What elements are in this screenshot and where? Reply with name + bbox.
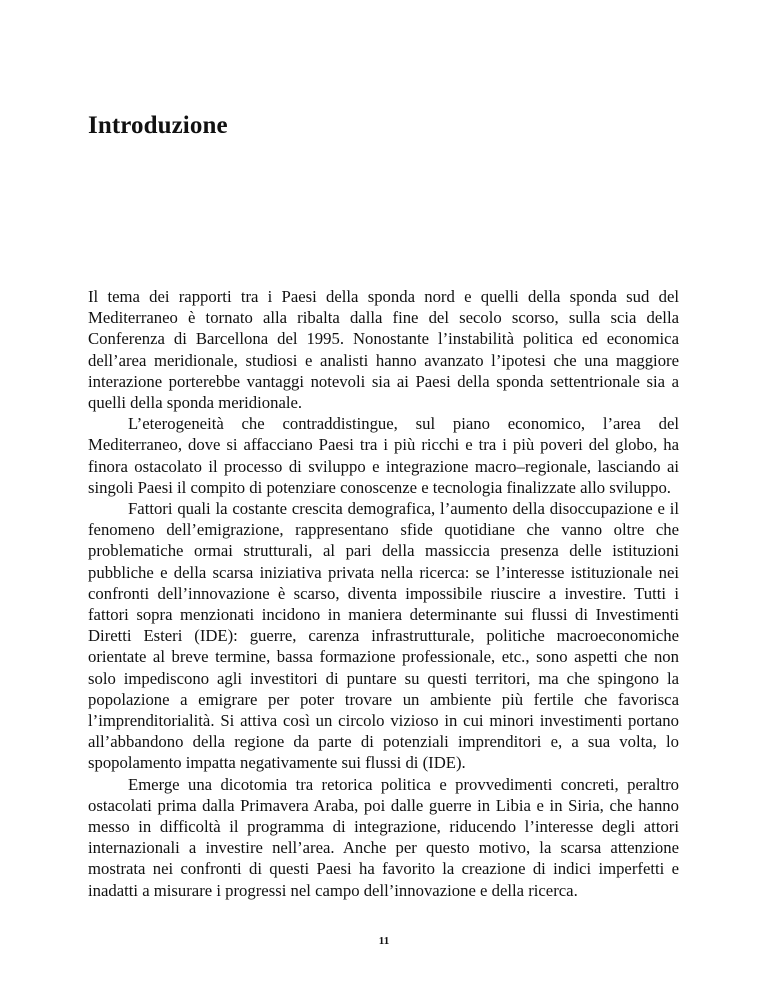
paragraph-4: Emerge una dicotomia tra retorica politica e provvedimenti concreti, peraltro ostacolati prima dalla Primavera Araba, poi dalle guerre in Libia e in Siria, che hanno messo in difficoltà il programma di integrazione, riducendo l’interesse degli attori internazionali a investire nell’area. Anche per questo motivo, la scarsa attenzione mostrata nei confronti di questi Paesi ha favorito la creazione di indici imperfetti e inadatti a misurare i progressi nel campo dell’innovazione e della ricerca. bbox=[88, 774, 679, 900]
body-text bbox=[88, 286, 679, 901]
paragraph-3: Fattori quali la costante crescita demografica, l’aumento della disoccupazione e il fenomeno dell’emigrazione, rappresentano sfide quotidiane che vanno oltre che problematiche ormai strutturali, al pari della massiccia presenza delle istituzioni pubbliche e della scarsa iniziativa privata nella ricerca: se l’interesse istituzionale nei confronti dell’innovazione è scarso, diventa impossibile riuscire a investire. Tutti i fattori sopra menzionati incidono in maniera determinante sui flussi di Investimenti Diretti Esteri (IDE): guerre, carenza infrastrutturale, politiche macroeconomiche orientate al breve termine, bassa formazione professionale, etc., sono aspetti che non solo impediscono agli investitori di puntare su questi territori, ma che spingono la popolazione a emigrare per poter trovare un ambiente più fertile che favorisca l’imprenditorialità. Si attiva così un circolo vizioso in cui minori investimenti portano all’abbandono della regione da parte di potenziali imprenditori e, a sua volta, lo spopolamento impatta negativamente sui flussi di (IDE). bbox=[88, 499, 679, 773]
paragraph-2: L’eterogeneità che contraddistingue, sul piano economico, l’area del Mediterraneo, dove si affacciano Paesi tra i più ricchi e tra i più poveri del globo, ha finora ostacolato il processo di sviluppo e integrazione macro–regionale, lasciando ai singoli Paesi il compito di potenziare conoscenze e tecnologia finalizzate allo sviluppo. bbox=[88, 414, 679, 497]
page-number: 11 bbox=[378, 935, 390, 947]
paragraph-1: Il tema dei rapporti tra i Paesi della sponda nord e quelli della sponda sud del Mediterraneo è tornato alla ribalta dalla fine del secolo scorso, sulla scia della Conferenza di Barcellona del 1995. Nonostante l’instabilità politica ed economica dell’area meridionale, studiosi e analisti hanno avanzato l’ipotesi che una maggiore interazione porterebbe vantaggi notevoli sia ai Paesi della sponda settentrionale sia a quelli della sponda meridionale. bbox=[88, 287, 679, 413]
chapter-title: Introduzione bbox=[88, 112, 228, 139]
